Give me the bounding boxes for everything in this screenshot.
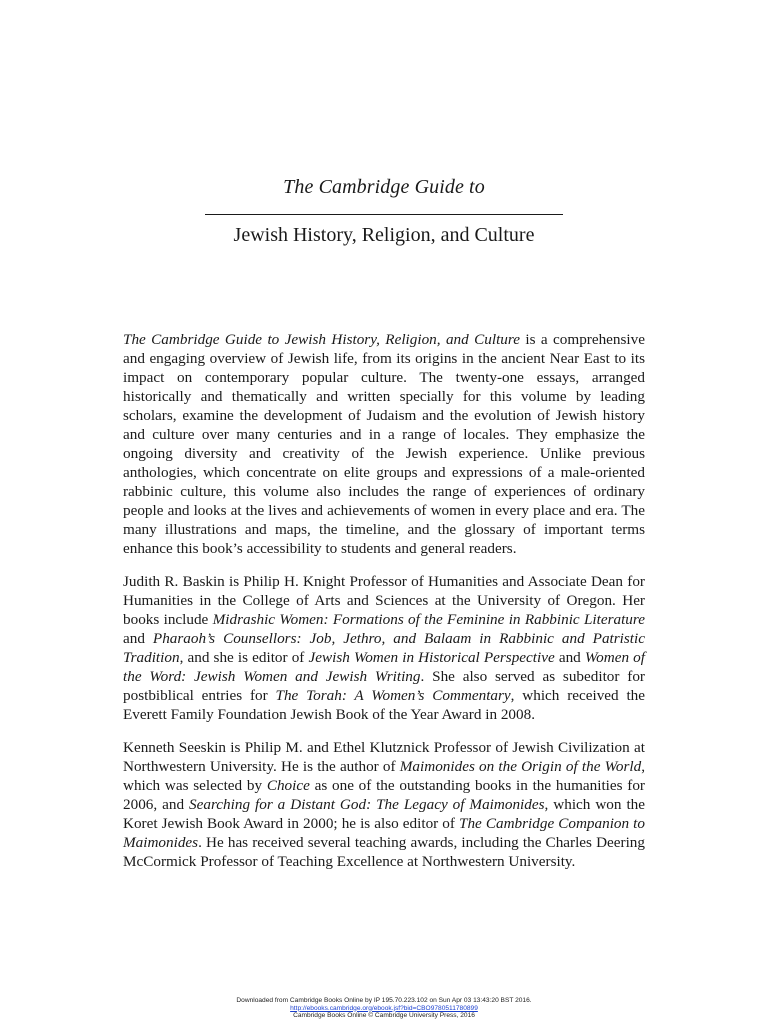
title-divider	[205, 214, 563, 215]
book-title-italic: The Cambridge Companion to Maimonides	[123, 815, 645, 851]
title-main: Jewish History, Religion, and Culture	[233, 224, 535, 246]
bio-text: . He has received several teaching awards, including the Charles Deering McCormick Professor of Teaching Excellence at Northwestern University.	[123, 834, 645, 870]
footer-copyright: Cambridge Books Online © Cambridge University Press, 2016	[293, 1012, 475, 1020]
book-title-italic: Choice	[266, 777, 310, 794]
bio-text: , which received the Everett Family Foundation Jewish Book of the Year Award in 2008.	[123, 687, 645, 723]
book-title-italic: Maimonides on the Origin of the World	[399, 758, 642, 775]
bio-text: and	[123, 630, 153, 647]
book-title-italic: Midrashic Women: Formations of the Feminine in Rabbinic Literature	[212, 611, 645, 628]
bio-text: , which was selected by	[123, 758, 645, 794]
editor-bio-seeskin	[123, 738, 645, 871]
bio-text: , which won the Koret Jewish Book Award in 2000; he is also editor of	[123, 796, 646, 832]
book-title-italic: Jewish Women in Historical Perspective	[308, 649, 555, 666]
bio-text: and	[554, 649, 585, 666]
download-footer	[0, 997, 768, 1020]
bio-text: as one of the outstanding books in the humanities for 2006, and	[123, 777, 645, 813]
book-title-italic: Pharaoh’s Counsellors: Job, Jethro, and Balaam in Rabbinic and Patristic Tradition	[123, 630, 645, 666]
book-title-italic: Searching for a Distant God: The Legacy of Maimonides	[189, 796, 545, 813]
description-paragraph	[123, 330, 645, 558]
bio-text: , and she is editor of	[179, 649, 309, 666]
bio-text: Kenneth Seeskin is Philip M. and Ethel Klutznick Professor of Jewish Civilization at Northwestern University. He is the author of	[123, 739, 645, 775]
footer-download-info: Downloaded from Cambridge Books Online by IP 195.70.223.102 on Sun Apr 03 13:43:20 BST 2016.	[236, 997, 532, 1004]
title-series: The Cambridge Guide to	[283, 176, 485, 198]
description-text: is a comprehensive and engaging overview of Jewish life, from its origins in the ancient Near East to its impact on contemporary popular culture. The twenty-one essays, arranged historically and thematically and written specially for this volume by leading scholars, examine the development of Judaism and the evolution of Jewish history and culture over many centuries and in a range of locales. They emphasize the ongoing diversity and creativity of the Jewish experience. Unlike previous anthologies, which concentrate on elite groups and expressions of a male-oriented rabbinic culture, this volume also includes the range of experiences of ordinary people and looks at the lives and achievements of women in every place and era. The many illustrations and maps, the timeline, and the glossary of important terms enhance this book’s accessibility to students and general readers.	[123, 331, 645, 557]
bio-text: . She also served as subeditor for postbiblical entries for	[123, 668, 645, 704]
footer-ebook-link[interactable]: http://ebooks.cambridge.org/ebook.jsf?bid=CBO9780511780899	[290, 1004, 478, 1012]
book-title-italic: The Torah: A Women’s Commentary	[275, 687, 511, 704]
bio-text: Judith R. Baskin is Philip H. Knight Professor of Humanities and Associate Dean for Humanities in the College of Arts and Sciences at the University of Oregon. Her books include	[123, 573, 645, 628]
book-title-italic: The Cambridge Guide to Jewish History, Religion, and Culture	[123, 331, 520, 348]
editor-bio-baskin	[123, 572, 645, 724]
book-title-italic: Women of the Word: Jewish Women and Jewish Writing	[123, 649, 645, 685]
